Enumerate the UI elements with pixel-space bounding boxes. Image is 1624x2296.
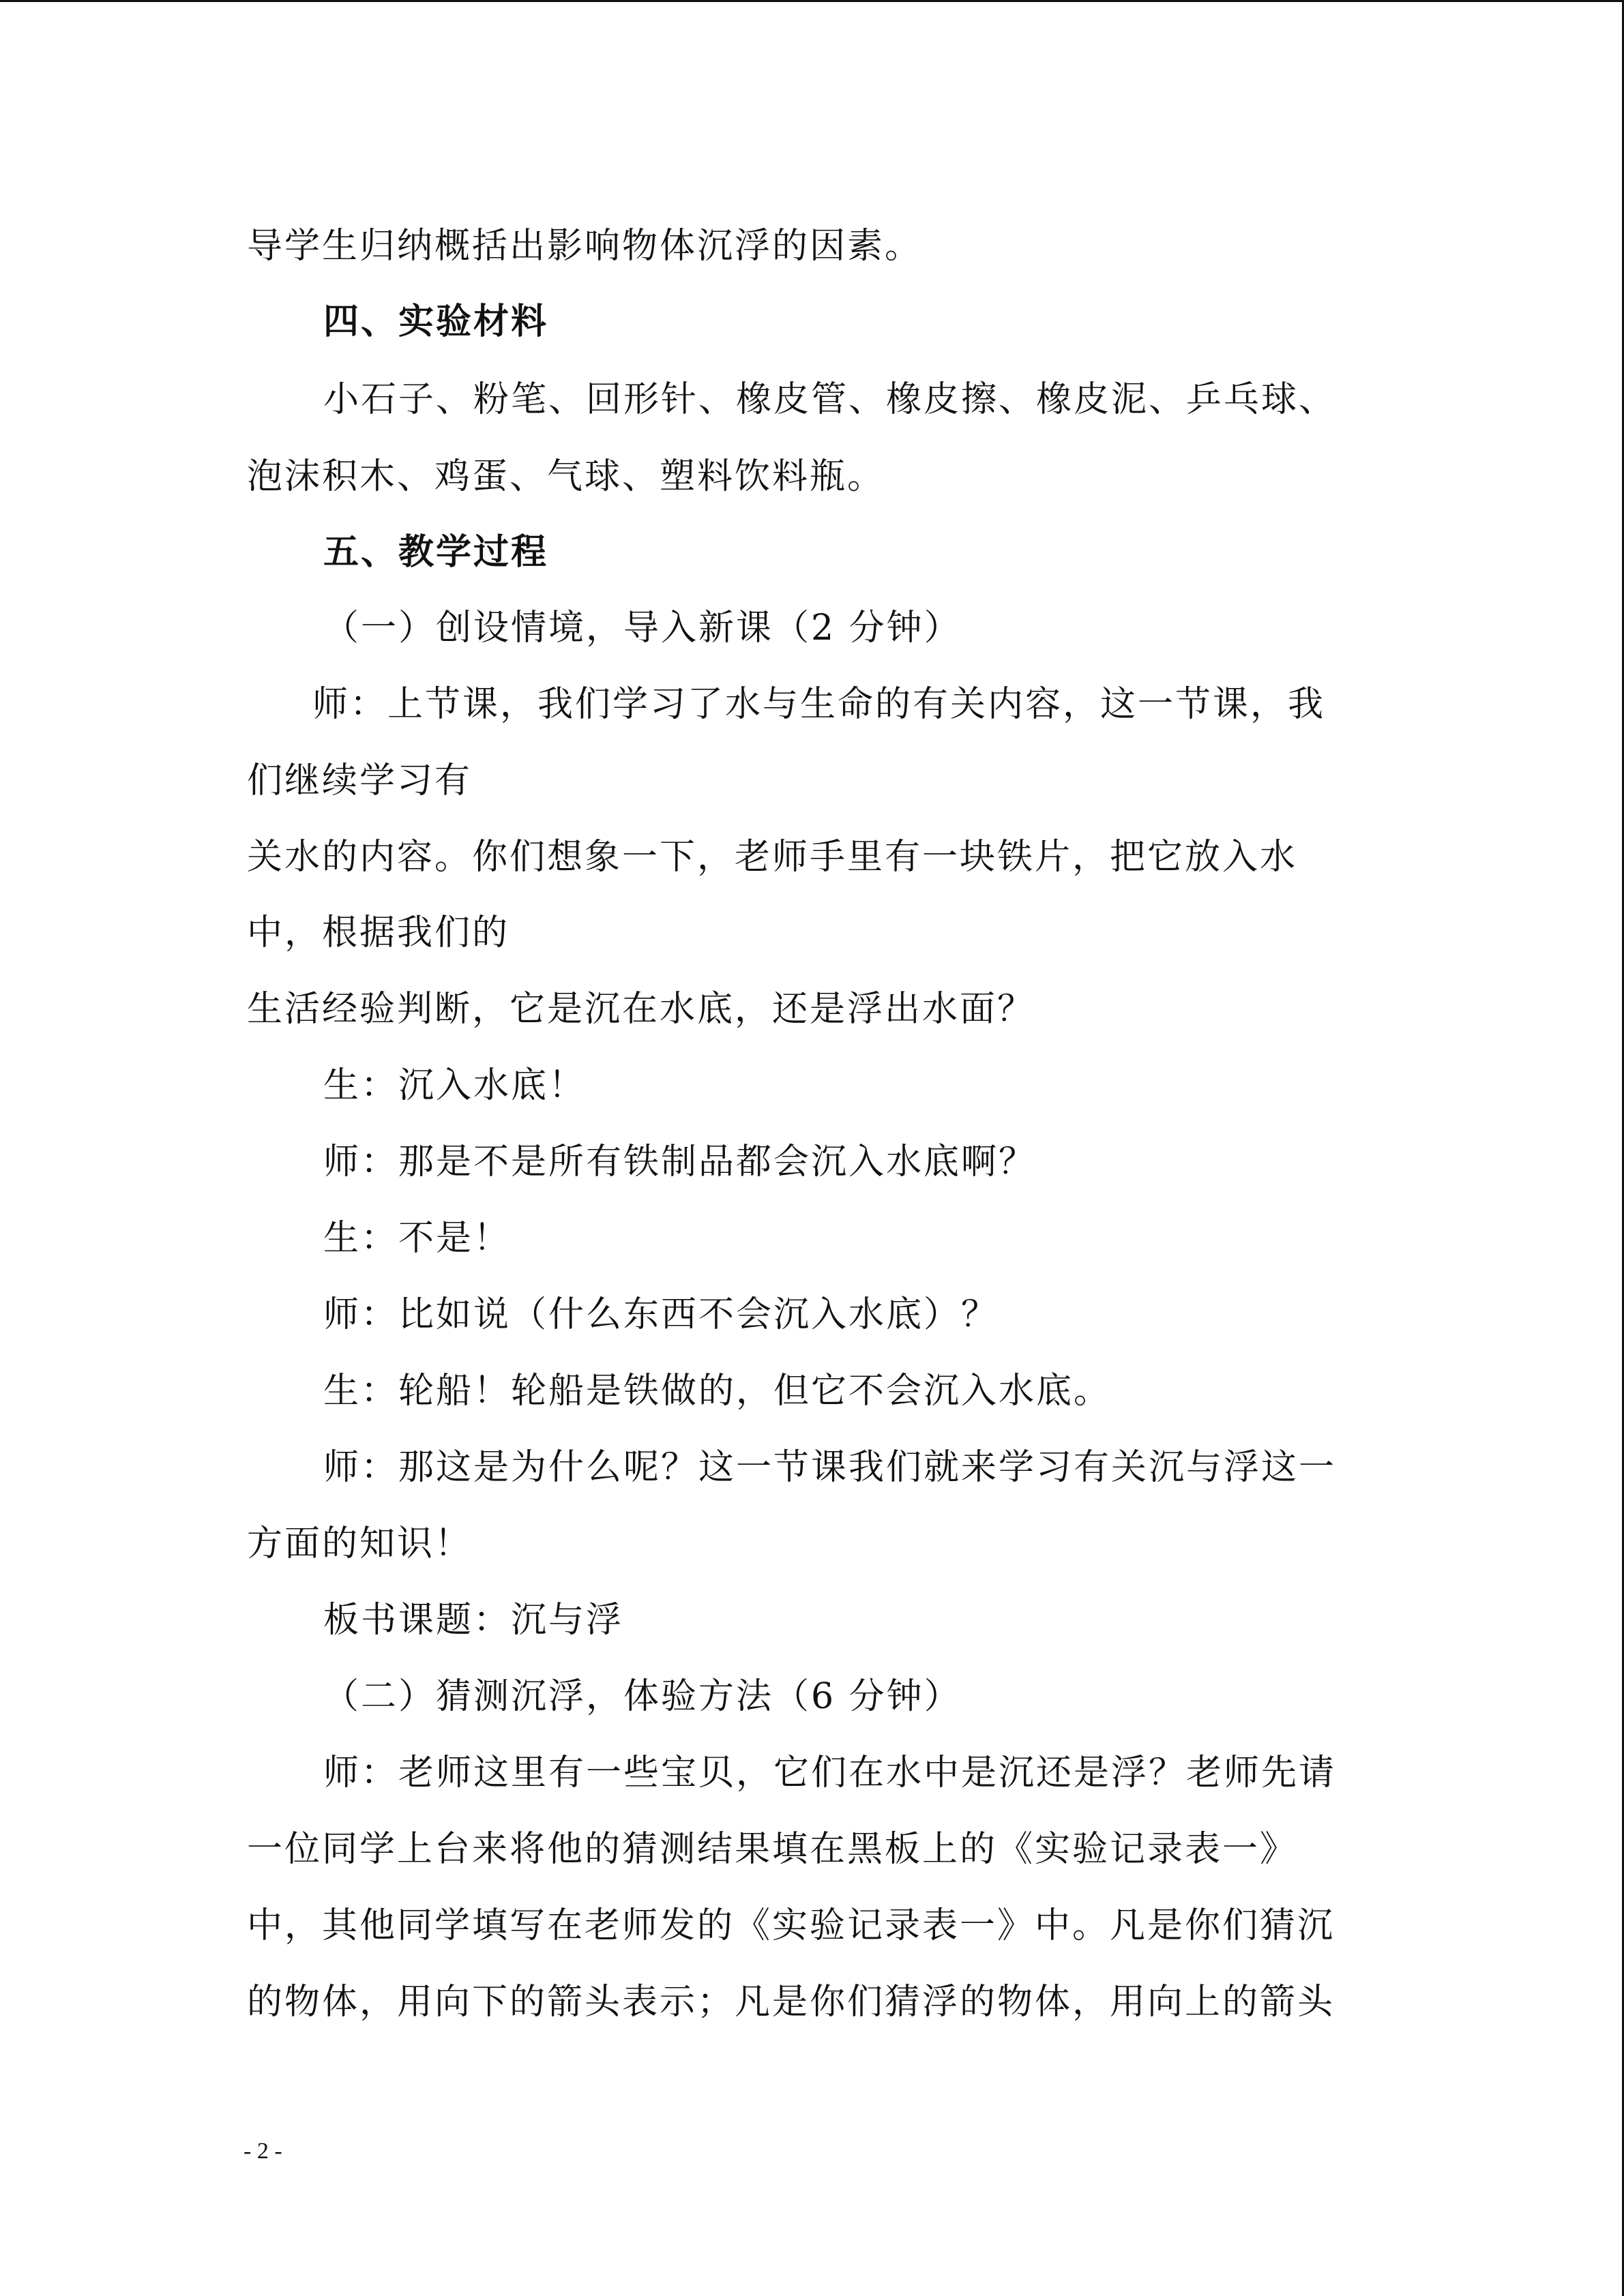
page-number: - 2 - bbox=[243, 2138, 282, 2164]
body-text-line: 的物体，用向下的箭头表示；凡是你们猜浮的物体，用向上的箭头 bbox=[247, 1982, 1335, 2023]
body-text-line: 小石子、粉笔、回形针、橡皮管、橡皮擦、橡皮泥、乒乓球、 bbox=[323, 379, 1337, 420]
dialogue-line: 师：那这是为什么呢？这一节课我们就来学习有关沉与浮这一 bbox=[323, 1447, 1337, 1488]
body-text-line: 生活经验判断，它是沉在水底，还是浮出水面？ bbox=[247, 989, 1035, 1030]
body-text-line: 一位同学上台来将他的猜测结果填在黑板上的《实验记录表一》 bbox=[247, 1829, 1298, 1870]
dialogue-line: 生：沉入水底！ bbox=[323, 1065, 587, 1106]
body-text-line: 方面的知识！ bbox=[247, 1523, 473, 1564]
subsection-heading: （二）猜测沉浮，体验方法（6 分钟） bbox=[323, 1676, 962, 1717]
subsection-heading: （一）创设情境，导入新课（2 分钟） bbox=[323, 608, 962, 648]
body-text-line: 板书课题：沉与浮 bbox=[323, 1600, 624, 1641]
dialogue-line: 生：轮船！轮船是铁做的，但它不会沉入水底。 bbox=[323, 1371, 1112, 1412]
body-text-line: 们继续学习有 bbox=[247, 760, 473, 801]
body-text-line: 导学生归纳概括出影响物体沉浮的因素。 bbox=[247, 226, 923, 267]
body-text-line: 中，其他同学填写在老师发的《实验记录表一》中。凡是你们猜沉 bbox=[247, 1905, 1335, 1946]
dialogue-line: 生：不是！ bbox=[323, 1218, 512, 1259]
dialogue-line: 师：老师这里有一些宝贝，它们在水中是沉还是浮？老师先请 bbox=[323, 1753, 1337, 1793]
dialogue-line: 师：那是不是所有铁制品都会沉入水底啊？ bbox=[323, 1142, 1037, 1182]
dialogue-line: 师：比如说（什么东西不会沉入水底）？ bbox=[323, 1294, 999, 1335]
section-heading: 四、实验材料 bbox=[323, 301, 549, 342]
body-text-line: 关水的内容。你们想象一下，老师手里有一块铁片，把它放入水 bbox=[247, 837, 1298, 878]
body-text-line: 泡沫积木、鸡蛋、气球、塑料饮料瓶。 bbox=[247, 456, 885, 497]
dialogue-line: 师：上节课，我们学习了水与生命的有关内容，这一节课，我 bbox=[312, 684, 1326, 725]
body-text-line: 中，根据我们的 bbox=[247, 912, 510, 953]
section-heading: 五、教学过程 bbox=[323, 532, 549, 573]
